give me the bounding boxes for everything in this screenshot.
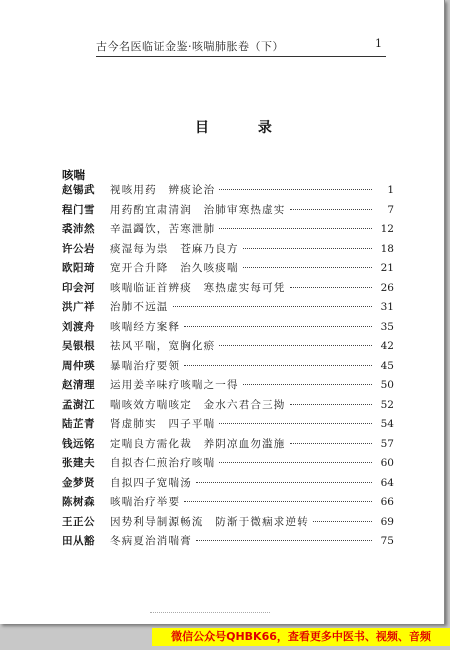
toc-entry <box>62 455 394 475</box>
toc-entry-title: 咳喘治疗举要 <box>110 496 181 508</box>
toc-leader-dots <box>196 482 372 483</box>
toc-entry-author: 钱远铭 <box>62 437 95 450</box>
toc-list <box>62 182 394 553</box>
section-heading: 咳喘 <box>62 168 85 182</box>
toc-entry-author: 陆芷青 <box>62 418 95 430</box>
toc-entry <box>62 202 394 222</box>
toc-entry <box>62 416 394 436</box>
toc-entry-author: 周仲瑛 <box>62 359 95 372</box>
toc-entry-author: 赵清理 <box>62 379 95 391</box>
toc-entry-author: 许公岩 <box>62 242 95 255</box>
toc-entry <box>62 514 394 534</box>
toc-entry-page: 50 <box>380 379 394 391</box>
toc-entry-title: 痰湿每为祟 苍麻乃良方 <box>110 242 239 255</box>
toc-entry-page: 21 <box>380 262 394 274</box>
toc-entry-page: 57 <box>380 437 394 450</box>
toc-entry <box>62 338 394 358</box>
toc-entry-author: 金梦贤 <box>62 476 95 489</box>
toc-entry-author: 孟澍江 <box>62 398 95 411</box>
toc-entry-page: 52 <box>380 398 394 411</box>
toc-entry-title: 自拟杏仁煎治疗咳喘 <box>110 457 216 469</box>
toc-entry-page: 75 <box>380 535 394 547</box>
toc-entry <box>62 260 394 280</box>
toc-entry-page: 54 <box>380 418 394 430</box>
toc-leader-dots <box>243 384 372 385</box>
toc-entry-page: 18 <box>380 242 394 255</box>
toc-entry-title: 暴喘治疗要领 <box>110 359 181 372</box>
header-rule <box>96 56 386 57</box>
toc-entry <box>62 319 394 339</box>
toc-leader-dots <box>219 228 372 229</box>
toc-leader-dots <box>184 501 372 502</box>
toc-entry-page: 26 <box>380 281 394 294</box>
toc-leader-dots <box>290 209 373 210</box>
toc-entry-author: 刘渡舟 <box>62 320 95 333</box>
toc-entry-title: 运用姜辛味疗咳喘之一得 <box>110 379 239 391</box>
toc-entry-title: 自拟四子宽喘汤 <box>110 476 192 489</box>
toc-entry-page: 64 <box>380 476 394 489</box>
toc-entry-page: 7 <box>387 203 394 216</box>
toc-entry <box>62 299 394 319</box>
toc-entry-title: 治肺不远温 <box>110 301 169 313</box>
footer-smudge <box>150 612 270 617</box>
toc-title: 目 录 <box>195 120 294 136</box>
toc-entry-title: 因势利导制源畅流 防渐于微痼求逆转 <box>110 515 309 528</box>
toc-entry-title: 定喘良方需化裁 养阴凉血勿滥施 <box>110 437 286 450</box>
toc-leader-dots <box>243 248 372 249</box>
toc-leader-dots <box>219 423 372 424</box>
toc-entry-page: 12 <box>380 223 394 235</box>
toc-leader-dots <box>219 189 372 190</box>
toc-entry-title: 喘咳效方喘咳定 金水六君合三拗 <box>110 398 286 411</box>
toc-entry-title: 咳喘经方案释 <box>110 320 181 333</box>
toc-entry-page: 60 <box>380 457 394 469</box>
toc-entry-title: 咳喘临证首辨痰 寒热虚实每可凭 <box>110 281 286 294</box>
toc-entry <box>62 280 394 300</box>
toc-entry-page: 66 <box>380 496 394 508</box>
toc-leader-dots <box>290 443 373 444</box>
toc-leader-dots <box>219 345 372 346</box>
toc-entry-page: 45 <box>380 359 394 372</box>
toc-entry-author: 印会河 <box>62 281 95 294</box>
toc-entry <box>62 221 394 241</box>
toc-entry-author: 裘沛然 <box>62 223 95 235</box>
toc-entry <box>62 436 394 456</box>
toc-entry-title: 肾虚肺实 四子平喘 <box>110 418 216 430</box>
toc-entry <box>62 358 394 378</box>
toc-entry-author: 王正公 <box>62 515 95 528</box>
toc-leader-dots <box>173 306 373 307</box>
toc-entry-title: 用药酌宜肃清润 治肺审寒热虚实 <box>110 203 286 216</box>
toc-entry-page: 42 <box>380 340 394 352</box>
toc-entry-author: 田从豁 <box>62 535 95 547</box>
toc-entry <box>62 475 394 495</box>
toc-entry-author: 陈树森 <box>62 496 95 508</box>
toc-entry-author: 吴银根 <box>62 340 95 352</box>
watermark-banner: 微信公众号QHBK66，查看更多中医书、视频、音频 <box>152 628 450 646</box>
toc-leader-dots <box>313 521 372 522</box>
toc-entry <box>62 377 394 397</box>
toc-entry-page: 1 <box>387 184 394 196</box>
running-header: 古今名医临证金鉴·咳喘肺胀卷（下） <box>96 40 284 53</box>
toc-entry-page: 31 <box>380 301 394 313</box>
toc-entry-page: 69 <box>380 515 394 528</box>
toc-entry-page: 35 <box>380 320 394 333</box>
toc-entry-author: 欧阳琦 <box>62 262 95 274</box>
toc-entry-title: 辛温蠲饮，苦寒泄肺 <box>110 223 216 235</box>
toc-leader-dots <box>196 540 372 541</box>
toc-entry-title: 祛风平喘，宽胸化瘀 <box>110 340 216 352</box>
toc-entry-author: 赵锡武 <box>62 184 95 196</box>
toc-entry <box>62 533 394 553</box>
toc-leader-dots <box>219 462 372 463</box>
toc-entry-author: 洪广祥 <box>62 301 95 313</box>
toc-entry <box>62 241 394 261</box>
toc-entry-title: 视咳用药 辨痰论治 <box>110 184 216 196</box>
toc-entry <box>62 182 394 202</box>
toc-entry-title: 宽开合升降 治久咳痰喘 <box>110 262 239 274</box>
toc-leader-dots <box>184 365 372 366</box>
page-number: 1 <box>375 37 382 50</box>
toc-leader-dots <box>290 404 373 405</box>
toc-entry-title: 冬病夏治消喘膏 <box>110 535 192 547</box>
toc-leader-dots <box>184 326 372 327</box>
toc-leader-dots <box>290 287 373 288</box>
toc-entry <box>62 397 394 417</box>
toc-entry <box>62 494 394 514</box>
toc-leader-dots <box>243 267 372 268</box>
toc-entry-author: 程门雪 <box>62 203 95 216</box>
toc-entry-author: 张建夫 <box>62 457 95 469</box>
